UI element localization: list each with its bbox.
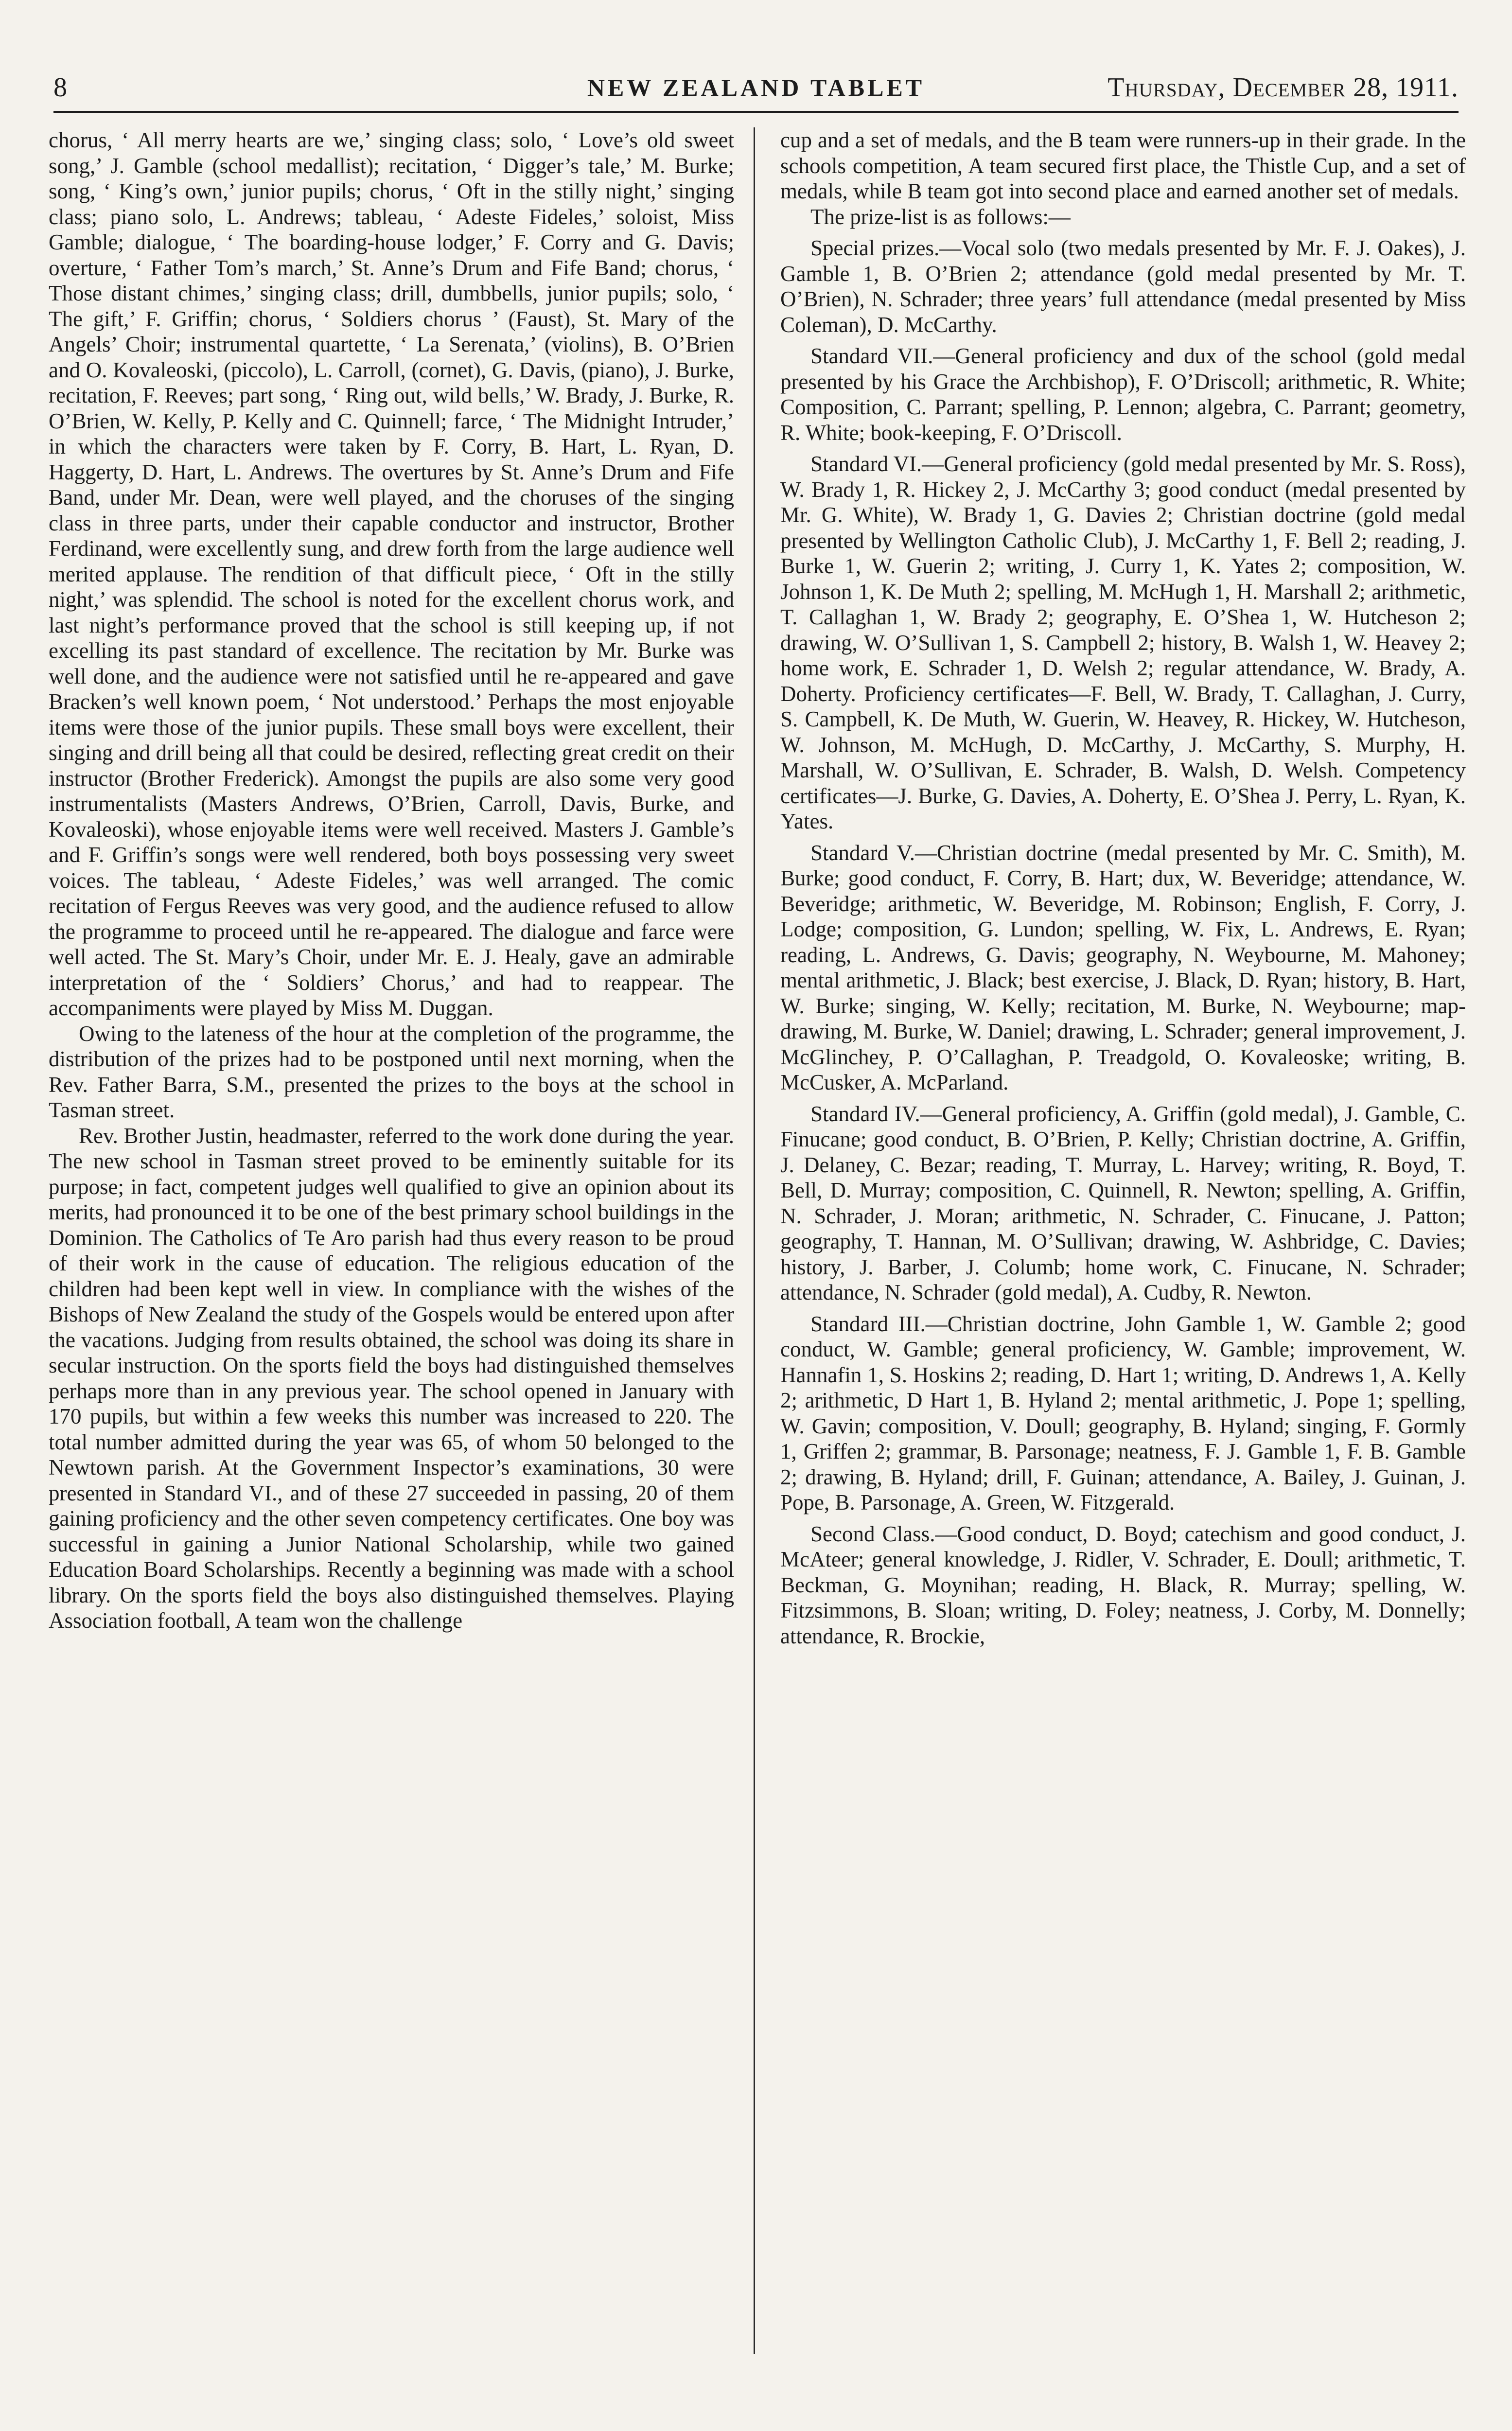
paragraph: The prize-list is as follows:—	[810, 204, 1071, 229]
paragraph: cup and a set of medals, and the B team were runners-up in their grade. In the schools competition, A team secured first place, the Thistle Cup, and a set of medals, while B team got into second place and earned another set of medals.	[780, 128, 1466, 203]
paragraph: Standard V.—Christian doctrine (medal presented by Mr. C. Smith), M. Burke; good conduct, F. Corry, B. Hart; dux, W. Beveridge; attendance, W. Beveridge; arithmetic, W. Beveridge, M. Robinson; English, F. Corry, J. Lodge; composition, G. Lundon; spelling, W. Fix, L. Andrews, E. Ryan; reading, L. Andrews, G. Davis; geography, N. Weybourne, M. Mahoney; mental arithmetic, J. Black; best exercise, J. Black, D. Ryan; history, B. Hart, W. Burke; singing, W. Kelly; recitation, M. Burke, N. Weybourne; map-drawing, M. Burke, W. Daniel; drawing, L. Schrader; general improvement, J. McGlinchey, P. O’Callaghan, P. Treadgold, O. Kovaleoske; writing, B. McCusker, A. McParland.	[780, 840, 1466, 1094]
paragraph: Rev. Brother Justin, headmaster, referred to the work done during the year. The new school in Tasman street proved to be eminently suitable for its purpose; in fact, competent judges well qualified to give an opinion about its merits, had pronounced it to be one of the best primary school buildings in the Dominion. The Catholics of Te Aro parish had thus every reason to be proud of their work in the cause of education. The religious education of the children had been kept well in view. In compliance with the wishes of the Bishops of New Zealand the study of the Gospels would be entered upon after the vacations. Judging from results obtained, the school was doing its share in secular instruction. On the sports field the boys had distinguished themselves perhaps more than in any previous year. The school opened in January with 170 pupils, but within a few weeks this number was increased to 220. The total number admitted during the year was 65, of whom 50 belonged to the Newtown parish. At the Government Inspector’s examinations, 30 were presented in Standard VI., and of these 27 succeeded in passing, 20 of them gaining proficiency and the other seven competency certificates. One boy was successful in gaining a Junior National Scholarship, while two gained Education Board Scholarships. Recently a beginning was made with a school library. On the sports field the boys also distinguished themselves. Playing Association football, A team won the challenge	[49, 1123, 734, 1633]
masthead	[53, 63, 1459, 112]
paragraph: chorus, ‘ All merry hearts are we,’ singing class; solo, ‘ Love’s old sweet song,’ J. Gamble (school medallist); recitation, ‘ Digger’s tale,’ M. Burke; song, ‘ King’s own,’ junior pupils; chorus, ‘ Oft in the stilly night,’ singing class; piano solo, L. Andrews; tableau, ‘ Adeste Fideles,’ soloist, Miss Gamble; dialogue, ‘ The boarding-house lodger,’ F. Corry and G. Davis; overture, ‘ Father Tom’s march,’ St. Anne’s Drum and Fife Band; chorus, ‘ Those distant chimes,’ singing class; drill, dumbbells, junior pupils; solo, ‘ The gift,’ F. Griffin; chorus, ‘ Soldiers chorus ’ (Faust), St. Mary of the Angels’ Choir; instrumental quartette, ‘ La Serenata,’ (violins), B. O’Brien and O. Kovaleoski, (piccolo), L. Carroll, (cornet), G. Davis, (piano), J. Burke, recitation, F. Reeves; part song, ‘ Ring out, wild bells,’ W. Brady, J. Burke, R. O’Brien, W. Kelly, P. Kelly and C. Quinnell; farce, ‘ The Midnight Intruder,’ in which the characters were taken by F. Corry, B. Hart, L. Ryan, D. Haggerty, D. Hart, L. Andrews. The overtures by St. Anne’s Drum and Fife Band, under Mr. Dean, were well played, and the choruses of the singing class in three parts, under their capable conductor and instructor, Brother Ferdinand, were excellently sung, and drew forth from the large audience well merited applause. The rendition of that difficult piece, ‘ Oft in the stilly night,’ was splendid. The school is noted for the excellent chorus work, and last night’s performance proved that the school is still keeping up, if not excelling its past standard of excellence. The recitation by Mr. Burke was well done, and the audience were not satisfied until he re-appeared and gave Bracken’s well known poem, ‘ Not understood.’ Perhaps the most enjoyable items were those of the junior pupils. These small boys were excellent, their singing and drill being all that could be desired, reflecting great credit on their instructor (Brother Frederick). Amongst the pupils are also some very good instrumentalists (Masters Andrews, O’Brien, Carroll, Davis, Burke, and Kovaleoski), whose enjoyable items were well received. Masters J. Gamble’s and F. Griffin’s songs were well rendered, both boys possessing very sweet voices. The tableau, ‘ Adeste Fideles,’ was well arranged. The comic recitation of Fergus Reeves was very good, and the audience refused to allow the programme to proceed until he re-appeared. The dialogue and farce were well acted. The St. Mary’s Choir, under Mr. E. J. Healy, gave an admirable interpretation of the ‘ Soldiers’ Chorus,’ and had to reappear. The accompaniments were played by Miss M. Duggan.	[49, 128, 734, 1020]
paragraph: Standard IV.—General proficiency, A. Griffin (gold medal), J. Gamble, C. Finucane; good conduct, B. O’Brien, P. Kelly; Christian doctrine, A. Griffin, J. Delaney, C. Bezar; reading, T. Murray, L. Harvey; writing, R. Boyd, T. Bell, D. Murray; composition, C. Quinnell, R. Newton; spelling, A. Griffin, N. Schrader, J. Moran; arithmetic, N. Schrader, C. Finucane, J. Patton; geography, T. Hannan, M. O’Sullivan; drawing, W. Ashbridge, C. Davies; history, J. Barber, J. Columb; home work, C. Finucane, N. Schrader; attendance, N. Schrader (gold medal), A. Cudby, R. Newton.	[780, 1101, 1466, 1304]
issue-date: Thursday, December 28, 1911.	[1108, 72, 1459, 103]
paragraph: Standard VII.—General proficiency and dux of the school (gold medal presented by his Grace the Archbishop), F. O’Driscoll; arithmetic, R. White; Composition, C. Parrant; spelling, P. Lennon; algebra, C. Parrant; geometry, R. White; book-keeping, F. O’Driscoll.	[780, 344, 1466, 445]
left-column	[49, 127, 734, 1634]
paragraph: Special prizes.—Vocal solo (two medals presented by Mr. F. J. Oakes), J. Gamble 1, B. O’Brien 2; attendance (gold medal presented by Mr. T. O’Brien), N. Schrader; three years’ full attendance (medal presented by Miss Coleman), D. McCarthy.	[780, 236, 1466, 337]
column-divider	[754, 127, 755, 2354]
masthead-rule	[53, 111, 1459, 113]
paragraph: Second Class.—Good conduct, D. Boyd; catechism and good conduct, J. McAteer; general knowledge, J. Ridler, V. Schrader, E. Doull; arithmetic, T. Beckman, G. Moynihan; reading, H. Black, R. Murray; spelling, W. Fitzsimmons, B. Sloan; writing, D. Foley; neatness, J. Corby, M. Donnelly; attendance, R. Brockie,	[780, 1521, 1466, 1648]
page-number: 8	[53, 72, 67, 103]
paragraph: Standard III.—Christian doctrine, John Gamble 1, W. Gamble 2; good conduct, W. Gamble; general proficiency, W. Gamble; improvement, W. Hannafin 1, S. Hoskins 2; reading, D. Hart 1; writing, D. Andrews 1, A. Kelly 2; arithmetic, D Hart 1, B. Hyland 2; mental arithmetic, J. Pope 1; spelling, W. Gavin; composition, V. Doull; geography, B. Hyland; singing, F. Gormly 1, Griffen 2; grammar, B. Parsonage; neatness, F. J. Gamble 1, F. B. Gamble 2; drawing, B. Hyland; drill, F. Guinan; attendance, A. Bailey, J. Guinan, J. Pope, B. Parsonage, A. Green, W. Fitzgerald.	[780, 1311, 1466, 1515]
right-column	[780, 127, 1466, 1649]
publication-title: NEW ZEALAND TABLET	[587, 74, 925, 101]
paragraph: Owing to the lateness of the hour at the completion of the programme, the distribution of the prizes had to be postponed until next morning, when the Rev. Father Barra, S.M., presented the prizes to the boys at the school in Tasman street.	[49, 1021, 734, 1122]
paragraph: Standard VI.—General proficiency (gold medal presented by Mr. S. Ross), W. Brady 1, R. Hickey 2, J. McCarthy 3; good conduct (medal presented by Mr. G. White), W. Brady 1, G. Davies 2; Christian doctrine (gold medal presented by Wellington Catholic Club), J. McCarthy 1, F. Bell 2; reading, J. Burke 1, W. Guerin 2; writing, J. Curry 1, K. Yates 2; composition, W. Johnson 1, K. De Muth 2; spelling, M. McHugh 1, H. Marshall 2; arithmetic, T. Callaghan 1, W. Brady 2; geography, E. O’Shea 1, W. Hutcheson 2; drawing, W. O’Sullivan 1, S. Campbell 2; history, B. Walsh 1, W. Heavey 2; home work, E. Schrader 1, D. Welsh 2; regular attendance, W. Brady, A. Doherty. Proficiency certificates—F. Bell, W. Brady, T. Callaghan, J. Curry, S. Campbell, K. De Muth, W. Guerin, W. Heavey, R. Hickey, W. Hutcheson, W. Johnson, M. McHugh, D. McCarthy, J. McCarthy, S. Murphy, H. Marshall, W. O’Sullivan, E. Schrader, B. Walsh, D. Welsh. Competency certificates—J. Burke, G. Davies, A. Doherty, E. O’Shea J. Perry, L. Ryan, K. Yates.	[780, 452, 1466, 833]
